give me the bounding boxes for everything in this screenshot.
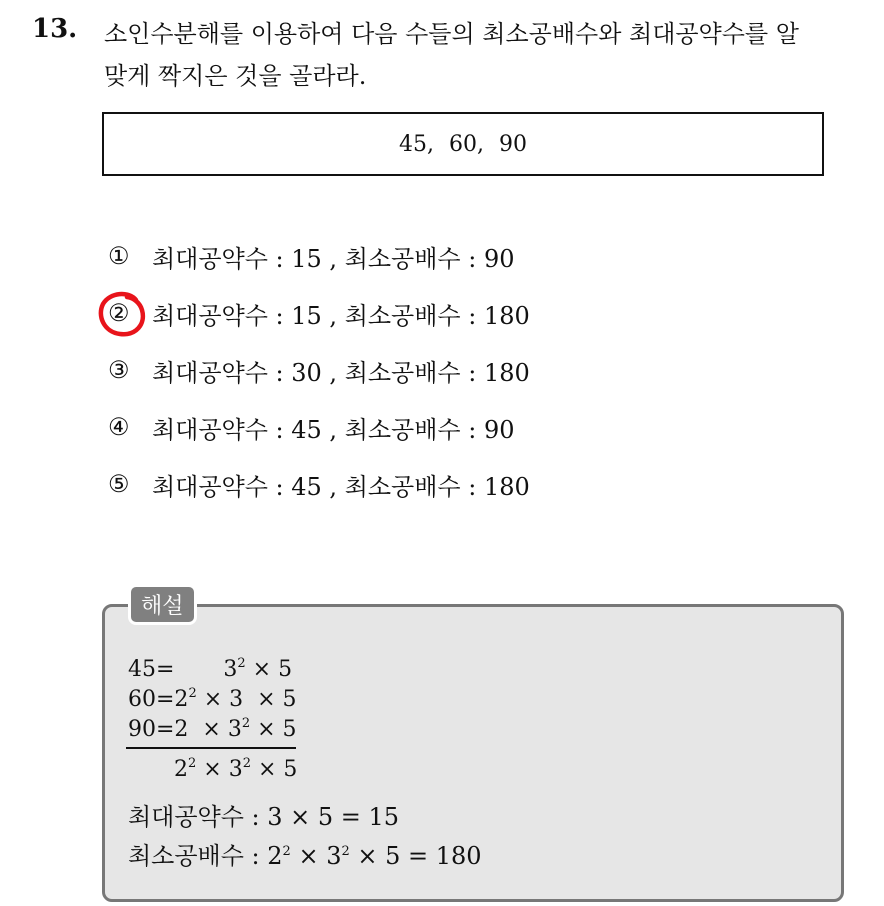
choice-5-text: 최대공약수 : 45 , 최소공배수 : 180 [152,472,530,501]
choice-3[interactable] [108,352,530,388]
given-numbers: 45, 60, 90 [399,131,527,157]
choice-4[interactable] [108,409,515,445]
answer-circle-icon [96,288,150,340]
choice-4-text: 최대공약수 : 45 , 최소공배수 : 90 [152,415,515,444]
factorization-result: $2^2 \times 3^2 \times 5$ [174,756,298,782]
choice-1-text: 최대공약수 : 15 , 최소공배수 : 90 [152,244,515,273]
lcm-result: 최소공배수 : $2^2 \times 3^2 \times 5 = 180$ [128,842,482,870]
factorization-divider [126,747,296,749]
choice-5[interactable] [108,466,530,502]
explanation-label: 해설 [128,584,197,625]
question-number: 13. [32,14,78,44]
factorization-60: $60=2^2 \times 3 \times 5$ [128,686,297,712]
choice-5-mark: ⑤ [108,470,130,498]
factorization-90: $90=2 \times 3^2 \times 5$ [128,716,297,742]
choice-1-mark: ① [108,242,130,270]
given-numbers-box [102,112,824,176]
choice-2-mark: ② [108,299,130,327]
choice-2-text: 최대공약수 : 15 , 최소공배수 : 180 [152,301,530,330]
choice-4-mark: ④ [108,413,130,441]
question-text-line-1: 소인수분해를 이용하여 다음 수들의 최소공배수와 최대공약수를 알 [104,20,799,48]
choice-3-mark: ③ [108,356,130,384]
question-text-line-2: 맞게 짝지은 것을 골라라. [104,62,367,90]
gcd-result: 최대공약수 : 3 × 5 = 15 [128,803,400,831]
choice-2[interactable] [108,295,530,331]
choice-3-text: 최대공약수 : 30 , 최소공배수 : 180 [152,358,530,387]
choice-1[interactable] [108,238,515,274]
factorization-45: 45= $3^2 \times 5$ [128,656,293,682]
